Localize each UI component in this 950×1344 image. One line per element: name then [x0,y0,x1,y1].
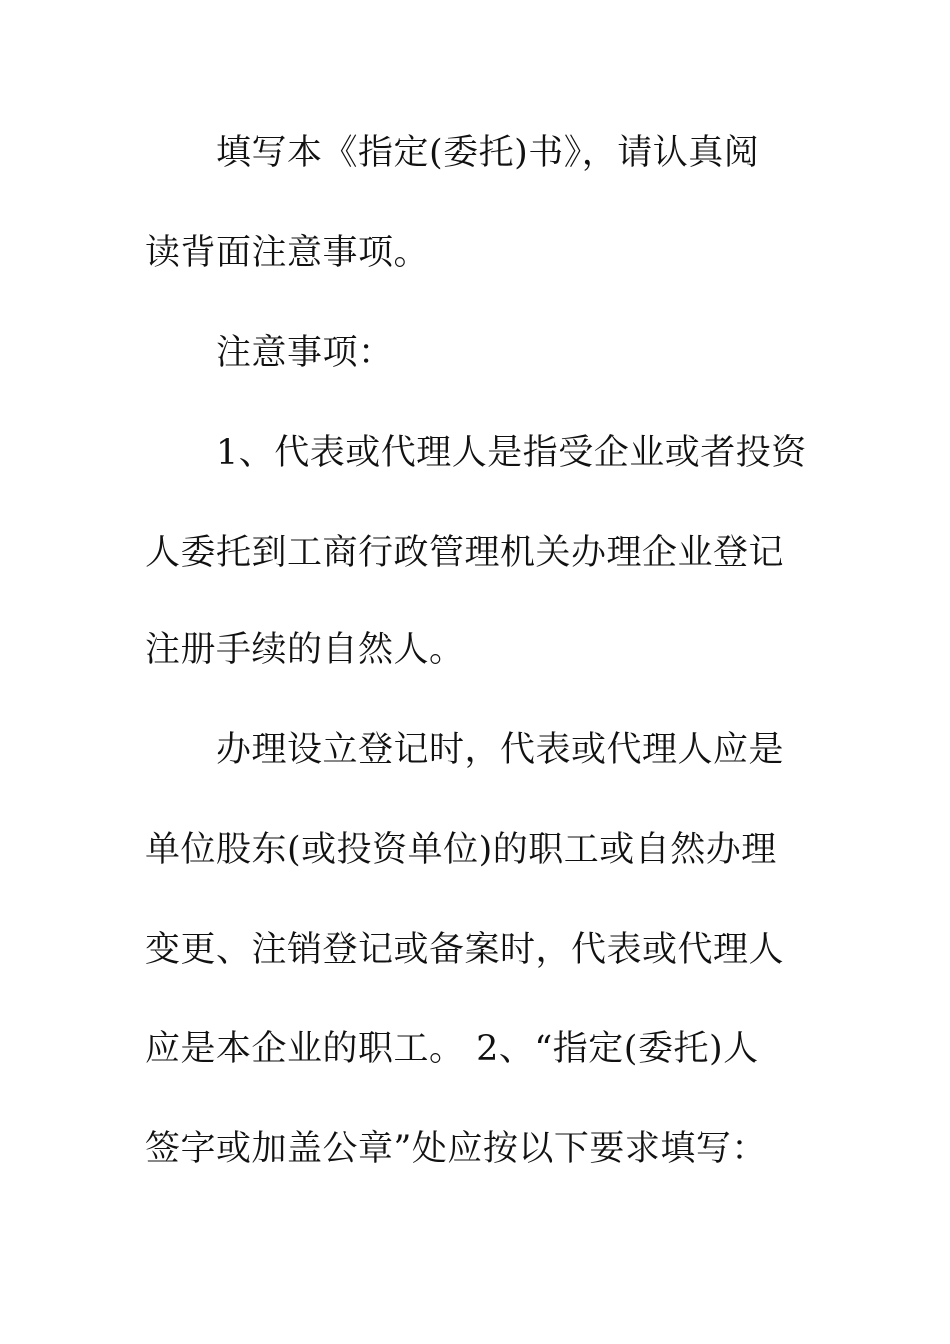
paragraph-line: 读背面注意事项。 [145,233,430,273]
paragraph-line: 人委托到工商行政管理机关办理企业登记 [145,533,785,573]
paragraph-line: 单位股东(或投资单位)的职工或自然办理 [145,830,777,870]
paragraph-line: 填写本《指定(委托)书》，请认真阅 [216,133,760,173]
section-heading: 注意事项： [216,333,394,373]
paragraph-line: 办理设立登记时，代表或代理人应是 [216,730,785,770]
paragraph-line: 注册手续的自然人。 [145,630,465,670]
paragraph-line: 签字或加盖公章”处应按以下要求填写： [145,1129,767,1169]
paragraph-line: 应是本企业的职工。 2、“指定(委托)人 [145,1029,759,1069]
paragraph-line: 1、代表或代理人是指受企业或者投资 [216,433,807,473]
paragraph-line: 变更、注销登记或备案时，代表或代理人 [145,930,785,970]
